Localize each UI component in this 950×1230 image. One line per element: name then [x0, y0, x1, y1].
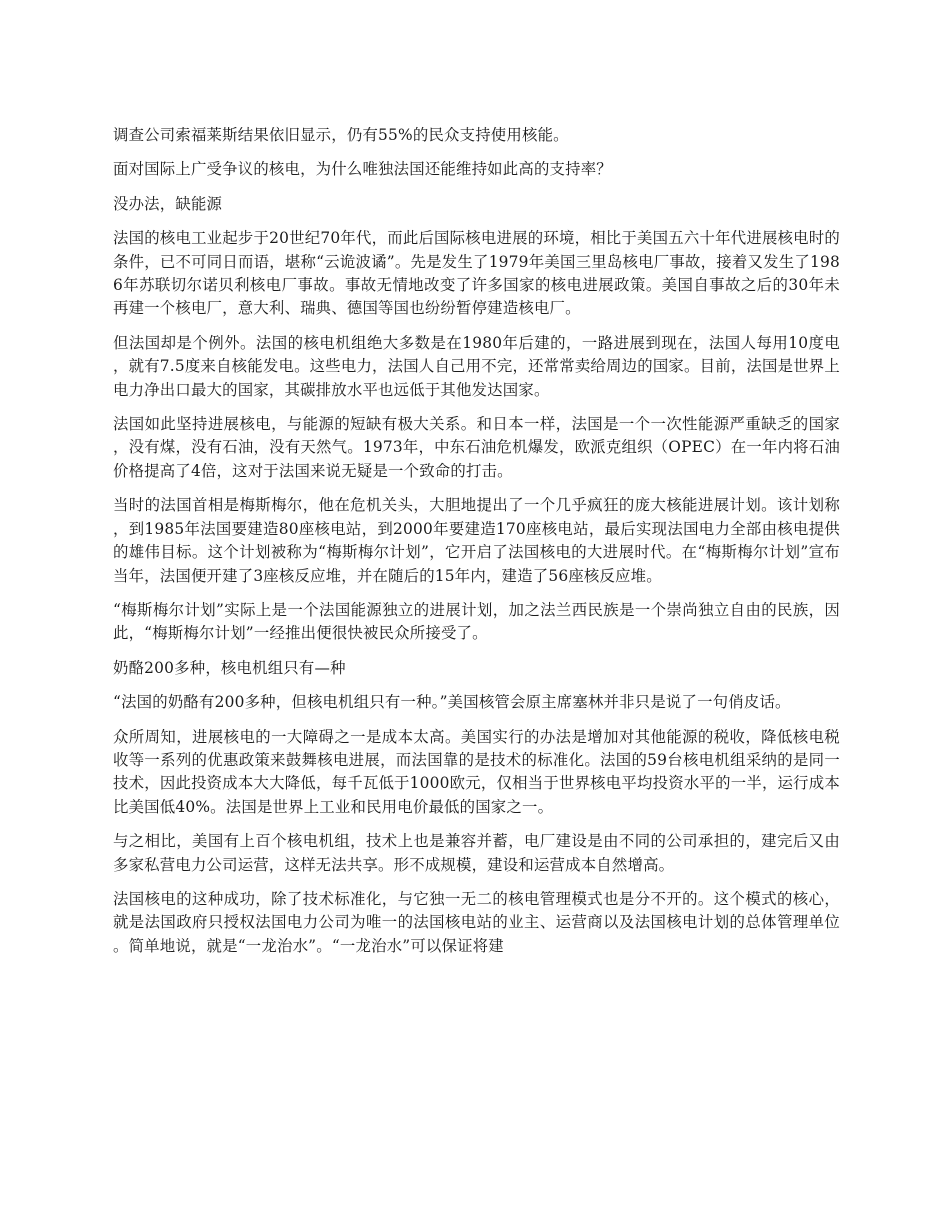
section-heading: 奶酪200多种，核电机组只有—种	[113, 658, 346, 677]
section-heading: 没办法，缺能源	[113, 194, 223, 213]
paragraph: 法国核电的这种成功，除了技术标准化，与它独一无二的核电管理模式也是分不开的。这个模式的核心，就是法国政府只授权法国电力公司为唯一的法国核电站的业主、运营商以及法国核电计划的总体管理单位。简单地说，就是“一龙治水”。“一龙治水”可以保证将建	[113, 889, 840, 955]
document-body	[113, 124, 840, 969]
paragraph: “法国的奶酪有200多种，但核电机组只有一种。”美国核管会原主席塞林并非只是说了一句俏皮话。	[113, 693, 791, 712]
paragraph: 调查公司索福莱斯结果依旧显示，仍有55%的民众支持使用核能。	[113, 126, 569, 144]
paragraph: 法国的核电工业起步于20世纪70年代，而此后国际核电进展的环境，相比于美国五六十年代进展核电时的条件，已不可同日而语，堪称“云诡波谲”。先是发生了1979年美国三里岛核电厂事故，接着又发生了1986年苏联切尔诺贝利核电厂事故。事故无情地改变了许多国家的核电进展政策。美国自事故之后的30年未再建一个核电厂，意大利、瑞典、德国等国也纷纷暂停建造核电厂。	[113, 229, 840, 318]
paragraph: “梅斯梅尔计划”实际上是一个法国能源独立的进展计划，加之法兰西民族是一个崇尚独立自由的民族，因此，“梅斯梅尔计划”一经推出便很快被民众所接受了。	[113, 600, 840, 643]
paragraph: 与之相比，美国有上百个核电机组，技术上也是兼容并蓄，电厂建设是由不同的公司承担的，建完后又由多家私营电力公司运营，这样无法共享。形不成规模，建设和运营成本自然增高。	[113, 832, 840, 874]
paragraph: 但法国却是个例外。法国的核电机组绝大多数是在1980年后建的，一路进展到现在，法国人每用10度电，就有7.5度来自核能发电。这些电力，法国人自己用不完，还常常卖给周边的国家。目前，法国是世界上电力净出口最大的国家，其碳排放水平也远低于其他发达国家。	[113, 333, 840, 399]
paragraph: 当时的法国首相是梅斯梅尔，他在危机关头，大胆地提出了一个几乎疯狂的庞大核能进展计划。该计划称，到1985年法国要建造80座核电站，到2000年要建造170座核电站，最后实现法国电力全部由核电提供的雄伟目标。这个计划被称为“梅斯梅尔计划”，它开启了法国核电的大进展时代。在“梅斯梅尔计划”宣布当年，法国便开建了3座核反应堆，并在随后的15年内，建造了56座核反应堆。	[113, 496, 840, 585]
paragraph: 法国如此坚持进展核电，与能源的短缺有极大关系。和日本一样，法国是一个一次性能源严重缺乏的国家，没有煤，没有石油，没有天然气。1973年，中东石油危机爆发，欧派克组织（OPEC）在一年内将石油价格提高了4倍，这对于法国来说无疑是一个致命的打击。	[113, 415, 840, 480]
paragraph: 面对国际上广受争议的核电，为什么唯独法国还能维持如此高的支持率？	[113, 160, 612, 179]
paragraph: 众所周知，进展核电的一大障碍之一是成本太高。美国实行的办法是增加对其他能源的税收，降低核电税收等一系列的优惠政策来鼓舞核电进展，而法国靠的是技术的标准化。法国的59台核电机组采纳的是同一技术，因此投资成本大大降低，每千瓦低于1000欧元，仅相当于世界核电平均投资水平的一半，运行成本比美国低40%。法国是世界上工业和民用电价最低的国家之一。	[113, 727, 840, 816]
